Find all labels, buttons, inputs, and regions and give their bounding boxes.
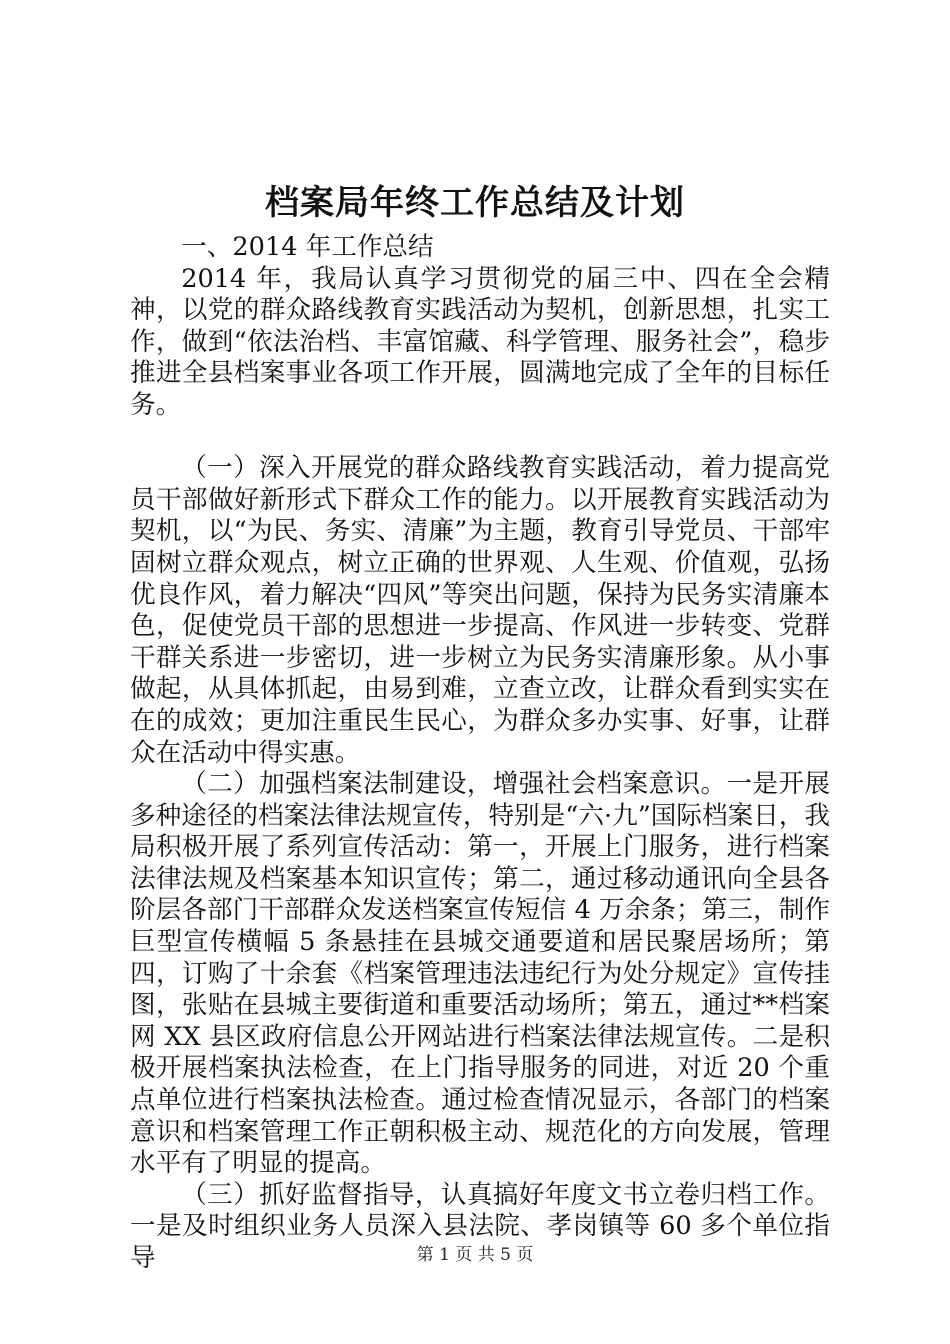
paragraph-section-1: （一）深入开展党的群众路线教育实践活动，着力提高党员干部做好新形式下群众工作的能力。以开展教育实践活动为契机，以“为民、务实、清廉”为主题，教育引导党员、干部牢固树立群众观点，树立正确的世界观、人生观、价值观，弘扬优良作风，着力解决“四风”等突出问题，保持为民务实清廉本色，促使党员干部的思想进一步提高、作风进一步转变、党群干群关系进一步密切，进一步树立为民务实清廉形象。从小事做起，从具体抓起，由易到难，立查立改，让群众看到实实在在的成效；更加注重民生民心，为群众多办实事、好事，让群众在活动中得实惠。 (130, 453, 830, 768)
section-heading: 一、2014 年工作总结 (181, 232, 434, 262)
page-footer: 第 1 页 共 5 页 (416, 1245, 534, 1265)
paragraph-intro: 2014 年，我局认真学习贯彻党的届三中、四在全会精神，以党的群众路线教育实践活动为契机，创新思想，扎实工作，做到“依法治档、丰富馆藏、科学管理、服务社会”，稳步推进全县档案事业各项工作开展，圆满地完成了全年的目标任务。 (130, 263, 830, 420)
document-title: 档案局年终工作总结及计划 (265, 183, 685, 223)
paragraph-section-2: （二）加强档案法制建设，增强社会档案意识。一是开展多种途径的档案法律法规宣传，特别是“六·九”国际档案日，我局积极开展了系列宣传活动：第一，开展上门服务，进行档案法律法规及档案基本知识宣传；第二，通过移动通讯向全县各阶层各部门干部群众发送档案宣传短信 4 万余条；第三，制作巨型宣传横幅 5 条悬挂在县城交通要道和居民聚居场所；第四，订购了十余套《档案管理违法违纪行为处分规定》宣传挂图，张贴在县城主要街道和重要活动场所；第五，通过**档案网 XX 县区政府信息公开网站进行档案法律法规宣传。二是积极开展档案执法检查，在上门指导服务的同进，对近 20 个重点单位进行档案执法检查。通过检查情况显示，各部门的档案意识和档案管理工作正朝积极主动、规范化的方向发展，管理水平有了明显的提高。 (130, 769, 830, 1179)
paragraph-section-3: （三）抓好监督指导，认真搞好年度文书立卷归档工作。一是及时组织业务人员深入县法院、孝岗镇等 60 多个单位指导 (130, 1179, 830, 1273)
document-body (130, 232, 830, 1275)
